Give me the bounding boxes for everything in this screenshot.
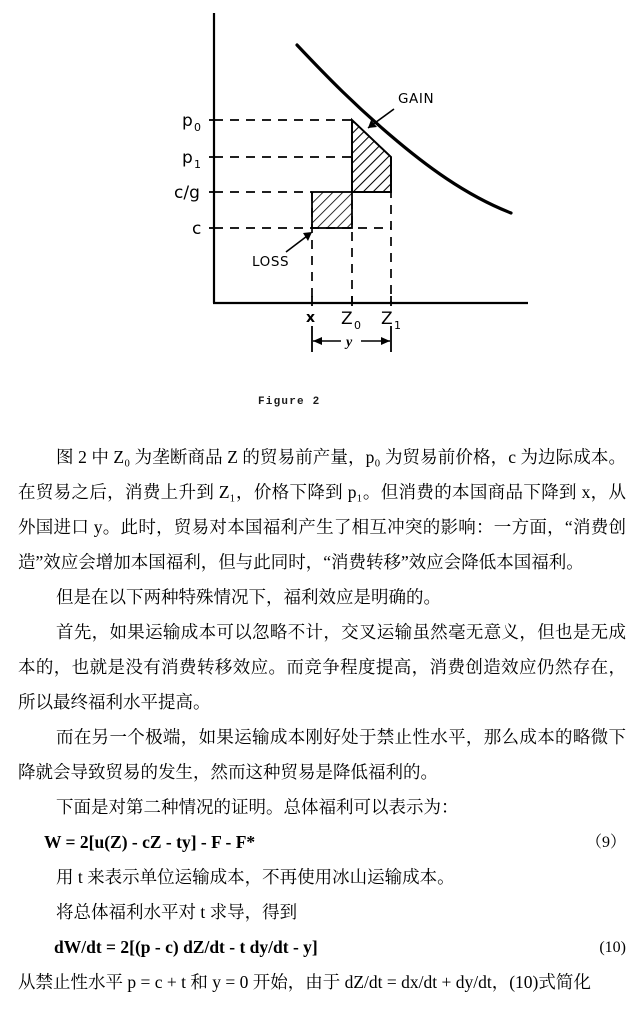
x-label-z1-sub: 1	[394, 319, 401, 332]
y-label-cg-main: c/g	[174, 183, 200, 203]
paragraph-before-eq10: 将总体福利水平对 t 求导，得到	[56, 902, 298, 922]
paragraph-3: 首先，如果运输成本可以忽略不计，交叉运输虽然毫无意义，但也是无成本的，也就是没有消费转移效应。而竞争程度提高，消费创造效应仍然存在，所以最终福利水平提高。	[18, 622, 626, 712]
y-span-bracket	[312, 326, 391, 352]
y-axis-label-p1	[182, 148, 201, 171]
loss-region	[312, 192, 352, 228]
x-axis-label-z0	[341, 309, 361, 332]
y-label-p0-sub: 0	[194, 121, 201, 134]
equation-10: dW/dt = 2[(p - c) dZ/dt - t dy/dt - y]	[54, 937, 318, 957]
y-axis-label-cg	[174, 183, 200, 203]
final-paragraph: 从禁止性水平 p = c + t 和 y = 0 开始，由于 dZ/dt = dx/dt + dy/dt，(10)式简化	[18, 972, 591, 992]
y-label-p1-sub: 1	[194, 158, 201, 171]
x-label-x-main: x	[306, 310, 316, 326]
y-axis-label-p0	[182, 111, 201, 134]
y-axis-label-c	[192, 219, 201, 239]
demand-curve	[297, 45, 511, 213]
loss-annotation	[252, 232, 312, 270]
y-label-p0-main: p	[182, 111, 193, 131]
equation-9: W = 2[u(Z) - cZ - ty] - F - F*	[44, 832, 256, 852]
y-span-label: y	[346, 335, 353, 350]
loss-label: LOSS	[252, 254, 290, 270]
y-label-c-main: c	[192, 219, 202, 239]
document-body	[0, 440, 642, 1000]
paragraph-after-eq9: 用 t 来表示单位运输成本，不再使用冰山运输成本。	[56, 867, 455, 887]
paragraph-4: 而在另一个极端，如果运输成本刚好处于禁止性水平，那么成本的略微下降就会导致贸易的发生，然而这种贸易是降低福利的。	[18, 727, 626, 782]
equation-10-row	[0, 930, 642, 965]
y-label-p1-main: p	[182, 148, 193, 168]
figure-2-chart	[0, 0, 642, 430]
equation-9-number: （9）	[585, 834, 626, 851]
paragraph-1: 图 2 中 Z₀ 为垄断商品 Z 的贸易前产量，p₀ 为贸易前价格，c 为边际成本。在贸易之后，消费上升到 Z₁，价格下降到 p₁。但消费的本国商品下降到 x，从外国进口 y。此时，贸易对本国福利产生了相互冲突的影响：一方面，“消费创造”效应会增加本国福利，但与此同时，“消费转移”效应会降低本国福利。	[18, 447, 626, 572]
paragraph-2: 但是在以下两种特殊情况下，福利效应是明确的。	[56, 587, 441, 607]
figure-2-container	[0, 0, 642, 430]
x-label-z1-main: Z	[381, 309, 393, 329]
gain-label: GAIN	[398, 91, 435, 107]
x-label-z0-sub: 0	[354, 319, 361, 332]
equation-10-number: (10)	[599, 939, 626, 956]
figure-caption: Figure 2	[258, 396, 321, 408]
paragraph-5: 下面是对第二种情况的证明。总体福利可以表示为：	[56, 797, 459, 817]
x-axis-label-x	[306, 310, 315, 326]
x-label-z0-main: Z	[341, 309, 353, 329]
equation-9-row	[0, 825, 642, 860]
